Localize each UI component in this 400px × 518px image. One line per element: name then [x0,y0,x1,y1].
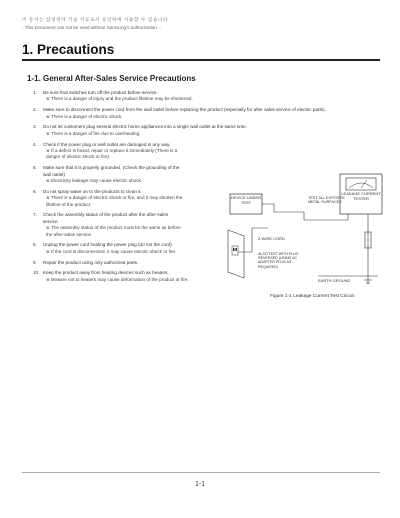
item-number: 2. [33,107,37,113]
item-number: 10. [33,270,40,276]
item-number: 5. [33,165,37,171]
page-number: 1-1 [194,481,206,488]
earth-ground-label: EARTH GROUND [318,278,351,283]
list-item [33,212,183,238]
also-test-label: ALSO TEST WITH PLUG REVERSED (USING AC ADAPTER PLUG AS REQUIRED) [258,252,299,269]
list-item [33,124,383,137]
footer-rule [22,472,380,473]
list-item [33,107,383,120]
item-number: 3. [33,124,37,130]
item-note: ※ There is a danger of fire due to overheating. [46,130,141,136]
item-text: Repair the product using only authorized parts. [43,259,139,265]
figure-caption: Figure 1-1 Leakage Current Test Circuit [270,294,354,299]
item-note: ※ Electricity leakage may cause electric shock. [46,178,143,184]
meter-needle [349,183,373,188]
item-text: Make sure that it is properly grounded. (Check the grounding of the wall outlet) [43,165,180,177]
list-item [33,189,183,208]
item-number: 1. [33,90,37,95]
list-item [33,142,183,161]
item-number: 7. [33,212,37,218]
item-text: Make sure to disconnect the power cord from the wall outlet before replacing the product (especially for after sales service of electric parts). [43,107,326,113]
item-text: Do not spray water on to the products to clean it. [43,188,142,194]
meter-dial [346,178,376,190]
leakage-current-diagram [218,172,388,290]
item-note: ※ The assembly status of the product must be the same as before the after-sales service. [46,225,181,237]
item-number: 8. [33,242,37,248]
item-number: 9. [33,259,37,265]
list-item [33,165,183,184]
item-number: 6. [33,188,37,194]
item-note: ※ If a defect is found, repair or replace it immediately (There is a danger of electric shock or fire). [46,148,178,160]
item-note: ※ Beware not to heaters may cause deformation of the product or fire. [46,276,189,282]
device-under-test-label: DEVICE UNDER TEST [230,196,262,205]
item-text: Be sure that switches turn off the product before service. [43,90,158,95]
item-text: Unplug the power cord holding the power plug (do not the cord). [43,242,173,248]
item-note: ※ There is a danger of electric shock or fire, and it may shorten the lifetime of the product. [46,195,183,207]
item-text: Keep the product away from heating devices such as heaters. [43,270,169,276]
title-rule [22,59,380,61]
item-text: Check the assembly status of the product after the after-sales service. [43,212,169,224]
item-note: ※ If the cord is disconnected, it may cause electric shock or fire. [46,248,177,254]
two-wire-label: 2-WIRE CORD [258,236,285,241]
chapter-title: 1. Precautions [22,42,115,57]
item-text: Do not let customers plug several electric home appliances into a single wall outlet at the same time. [43,124,248,130]
item-number: 4. [33,141,37,147]
item-note: ※ There is a danger of injury and the product lifetime may be shortened. [46,96,193,102]
list-item [33,90,383,103]
korean-authorization-notice: 이 문서는 삼성전자 기술 자료로서 승인하에 사용할 수 있습니다 [22,17,168,22]
wall-outlet [228,230,244,278]
section-heading: 1-1. General After-Sales Service Precautions [27,74,196,83]
english-authorization-notice: - This Document can not be used without Samsung's authorization. - [22,25,161,30]
item-note: ※ There is a danger of electric shock. [46,113,123,119]
test-all-label: TEST ALL EXPOSED METAL SURFACES [308,196,345,205]
item-text: Check if the power plug or wall outlet are damaged in any way. [43,141,171,147]
leakage-tester-label: LEAKAGE CURRENT TESTER [341,192,381,201]
